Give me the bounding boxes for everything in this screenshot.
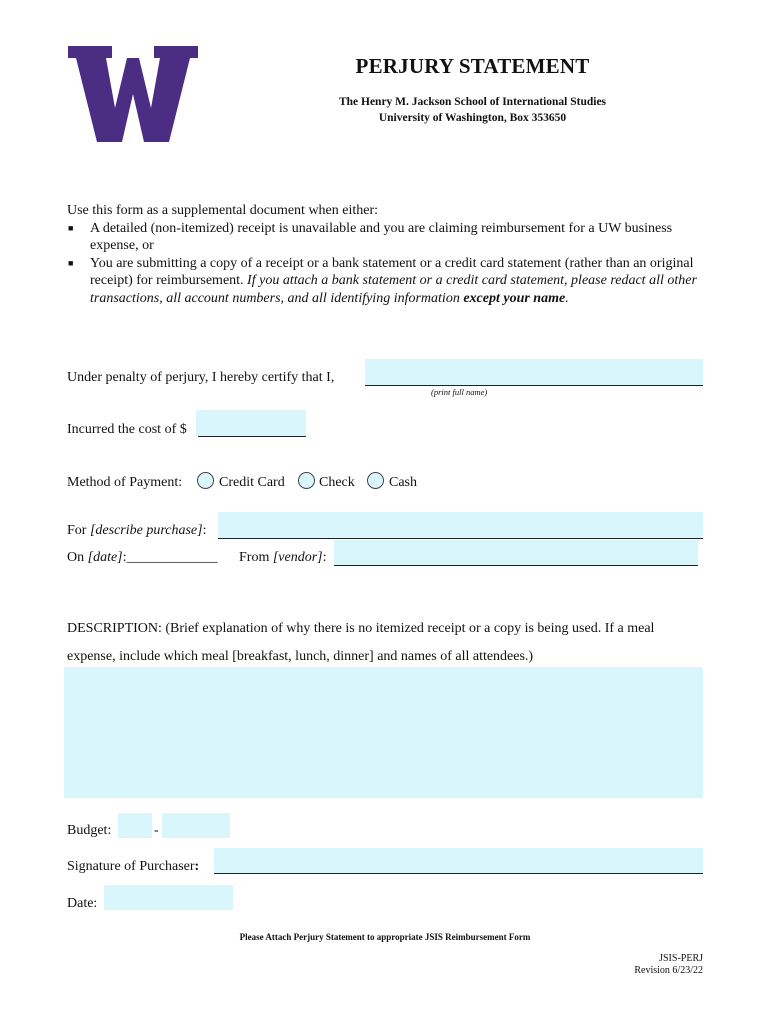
budget-prefix-field[interactable] (118, 813, 152, 838)
budget-number-field[interactable] (162, 813, 230, 838)
certify-label: Under penalty of perjury, I hereby certify that I, (67, 370, 335, 385)
payment-label: Method of Payment: (67, 475, 183, 490)
signature-label (67, 859, 199, 875)
date-purchase-label (67, 550, 218, 566)
intro-section (67, 202, 707, 307)
form-id: JSIS-PERJ (659, 953, 703, 964)
date-field[interactable] (104, 885, 233, 910)
signature-text: Signature of Purchaser (67, 859, 195, 874)
on-colon: : (122, 550, 127, 565)
purchase-date-blank[interactable]: _____________ (126, 550, 218, 565)
revision-date: Revision 6/23/22 (634, 965, 703, 976)
check-radio[interactable] (298, 472, 315, 489)
for-italic: [describe purchase] (89, 523, 203, 538)
budget-label: Budget: (67, 823, 112, 838)
cost-underline (198, 436, 306, 437)
credit-card-radio[interactable] (197, 472, 214, 489)
description-line-1: DESCRIPTION: (Brief explanation of why there is no itemized receipt or a copy is being used. If a meal (67, 621, 655, 636)
intro-bullet-1 (67, 220, 707, 255)
from-text: From (239, 550, 273, 565)
vendor-label (239, 550, 327, 566)
attach-note: Please Attach Perjury Statement to appropriate JSIS Reimbursement Form (239, 932, 531, 942)
from-colon: : (322, 550, 327, 565)
budget-separator: - (154, 823, 159, 838)
describe-purchase-label (67, 523, 206, 539)
on-italic: [date] (87, 550, 123, 565)
describe-purchase-field[interactable] (218, 512, 703, 539)
square-bullet-icon: ■ (68, 222, 74, 233)
intro-bullet-2-text: You are submitting a copy of a receipt or a bank statement or a credit card statement (rather than an original receipt) for reimbursement. (90, 255, 694, 288)
cost-label: Incurred the cost of $ (67, 422, 187, 437)
cost-amount-field[interactable] (196, 410, 306, 436)
org-line-2: University of Washington, Box 353650 (378, 112, 567, 124)
signature-colon: : (194, 859, 200, 874)
date-label: Date: (67, 896, 98, 911)
on-text: On (67, 550, 88, 565)
square-bullet-icon: ■ (68, 257, 74, 268)
intro-lead: Use this form as a supplemental document when either: (67, 203, 379, 218)
intro-bullet-2 (67, 255, 707, 308)
credit-card-label: Credit Card (219, 475, 285, 490)
intro-bullet-list (67, 220, 707, 308)
cash-radio[interactable] (367, 472, 384, 489)
intro-bullet-2-bold: except your name (463, 290, 566, 306)
intro-bullet-1-text: A detailed (non-itemized) receipt is unavailable and you are claiming reimbursement for a UW business expense, or (90, 220, 673, 253)
revision-block (634, 953, 703, 977)
cash-label: Cash (389, 475, 417, 490)
full-name-field[interactable] (365, 359, 703, 386)
print-name-note: (print full name) (431, 387, 488, 397)
for-colon: : (202, 523, 207, 538)
description-textarea[interactable] (64, 667, 703, 798)
vendor-field[interactable] (334, 540, 698, 566)
description-line-2: expense, include which meal [breakfast, lunch, dinner] and names of all attendees.) (67, 649, 534, 664)
intro-bullet-2-italic: If you attach a bank statement or a credit card statement, please redact all other transactions, all account numbers, and all identifying information (90, 273, 697, 306)
check-label: Check (319, 475, 355, 490)
org-line-1: The Henry M. Jackson School of International Studies (338, 96, 607, 108)
signature-field[interactable] (214, 848, 703, 874)
intro-bullet-2-end: . (565, 290, 569, 306)
page-title: PERJURY STATEMENT (355, 54, 590, 78)
from-italic: [vendor] (272, 550, 323, 565)
for-text: For (67, 523, 90, 538)
